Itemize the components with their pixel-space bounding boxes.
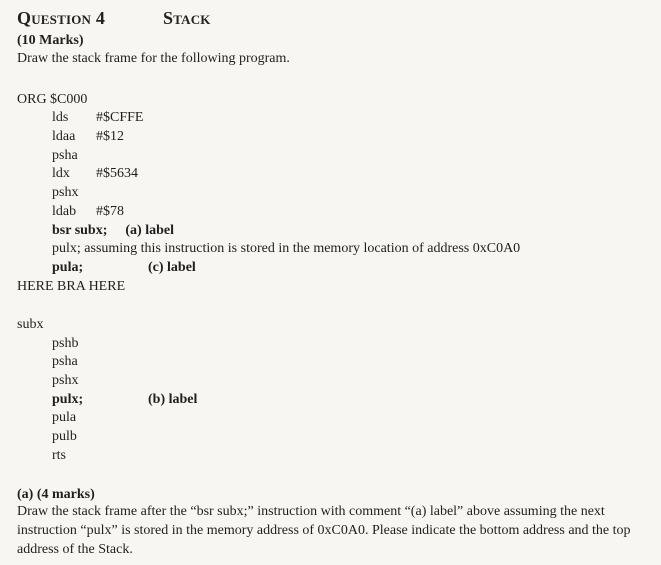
bsr-code: bsr subx; [52, 223, 108, 238]
pula-code: pula; [52, 260, 84, 275]
code-operand: #$5634 [96, 166, 138, 181]
part-a-text: Draw the stack frame after the “bsr subx;” instruction with comment “(a) label” above assuming the next instruction “pulx” is stored in the memory address of 0xC0A0. Please indicate the bottom address and the top address of the Stack. [17, 504, 631, 557]
sub-code-line: pula [52, 410, 77, 425]
code-operand: #$12 [96, 129, 124, 144]
code-op: pshx [52, 185, 79, 200]
marks-label: (10 Marks) [17, 33, 84, 48]
code-operand: #$78 [96, 204, 124, 219]
sub-code-line: pshx [52, 373, 79, 388]
label-a: (a) label [125, 223, 174, 238]
bsr-line [52, 224, 174, 238]
code-line [52, 111, 143, 125]
label-b: (b) label [148, 392, 198, 407]
sub-code-line: pulb [52, 429, 77, 444]
pulx-comment: assuming this instruction is stored in the memory location of address 0xC0A0 [84, 241, 521, 256]
code-operand: #$CFFE [96, 110, 144, 125]
sub-code-line: psha [52, 354, 78, 369]
label-c: (c) label [148, 260, 196, 275]
sub-code-line: pshb [52, 336, 79, 351]
code-op: ldx [52, 166, 70, 181]
pulx-code: pulx; [52, 241, 81, 256]
code-op: psha [52, 148, 78, 163]
part-a-title: (a) (4 marks) [17, 487, 95, 502]
here-line: HERE BRA HERE [17, 279, 126, 294]
code-line [52, 149, 96, 163]
code-line [52, 130, 124, 144]
sub-code-line: rts [52, 448, 66, 463]
code-line [52, 205, 124, 219]
instruction-text: Draw the stack frame for the following program. [17, 51, 290, 66]
code-op: ldab [52, 204, 77, 219]
question-topic: Stack [163, 8, 211, 28]
code-op: ldaa [52, 129, 76, 144]
code-line [52, 186, 96, 200]
code-op: lds [52, 110, 69, 125]
pulx-line [52, 242, 520, 256]
sub-pulx-code: pulx; [52, 392, 84, 407]
subroutine-name: subx [17, 317, 44, 332]
code-line [52, 167, 138, 181]
question-title: Question 4 [17, 8, 106, 28]
org-directive: ORG $C000 [17, 92, 88, 107]
